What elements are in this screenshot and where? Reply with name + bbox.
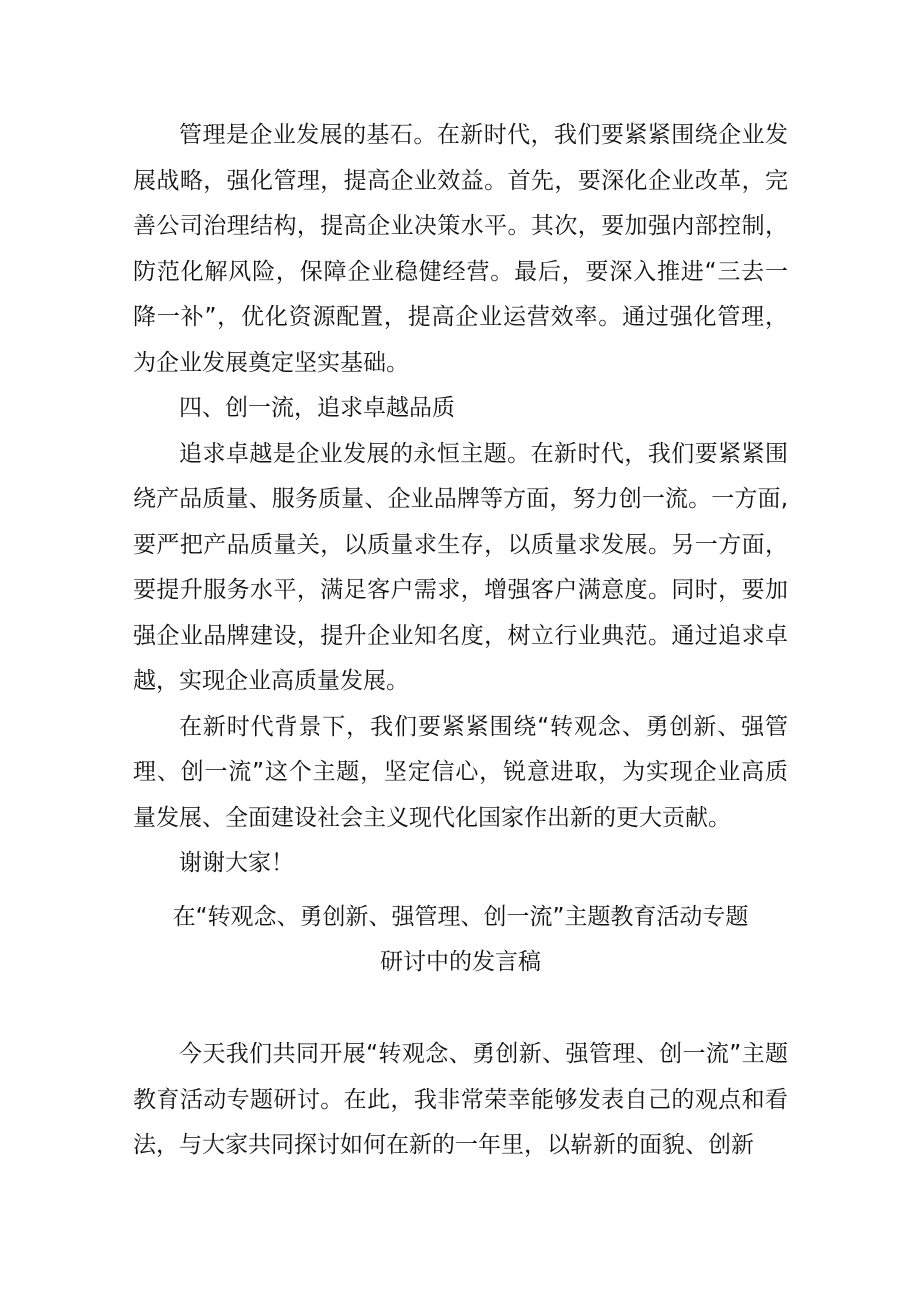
section-heading-four: 四、创一流，追求卓越品质 (179, 395, 455, 421)
document-section-top (133, 113, 788, 887)
paragraph-management: 管理是企业发展的基石。在新时代，我们要紧紧围绕企业发展战略，强化管理，提高企业效益。首先，要深化企业改革，完善公司治理结构，提高企业决策水平。其次，要加强内部控制，防范化解风险，保障企业稳健经营。最后，要深入推进“三去一降一补”，优化资源配置，提高企业运营效率。通过强化管理，为企业发展奠定坚实基础。 (133, 122, 788, 376)
paragraph-conclusion: 在新时代背景下，我们要紧紧围绕“转观念、勇创新、强管理、创一流”这个主题，坚定信心，锐意进取，为实现企业高质量发展、全面建设社会主义现代化国家作出新的更大贡献。 (133, 713, 788, 831)
paragraph-excellence: 追求卓越是企业发展的永恒主题。在新时代，我们要紧紧围绕产品质量、服务质量、企业品牌等方面，努力创一流。一方面,要严把产品质量关，以质量求生存，以质量求发展。另一方面，要提升服务水平，满足客户需求，增强客户满意度。同时，要加强企业品牌建设，提升企业知名度，树立行业典范。通过追求卓越，实现企业高质量发展。 (133, 440, 788, 694)
closing-thanks: 谢谢大家！ (179, 850, 294, 876)
document-section-bottom (133, 1032, 788, 1169)
document-title-line-2: 研讨中的发言稿 (380, 949, 541, 975)
document-title (133, 895, 788, 985)
paragraph-intro: 今天我们共同开展“转观念、勇创新、强管理、创一流”主题教育活动专题研讨。在此，我非常荣幸能够发表自己的观点和看法，与大家共同探讨如何在新的一年里，以崭新的面貌、创新 (133, 1041, 788, 1158)
document-title-line-1: 在“转观念、勇创新、强管理、创一流”主题教育活动专题 (172, 904, 749, 930)
